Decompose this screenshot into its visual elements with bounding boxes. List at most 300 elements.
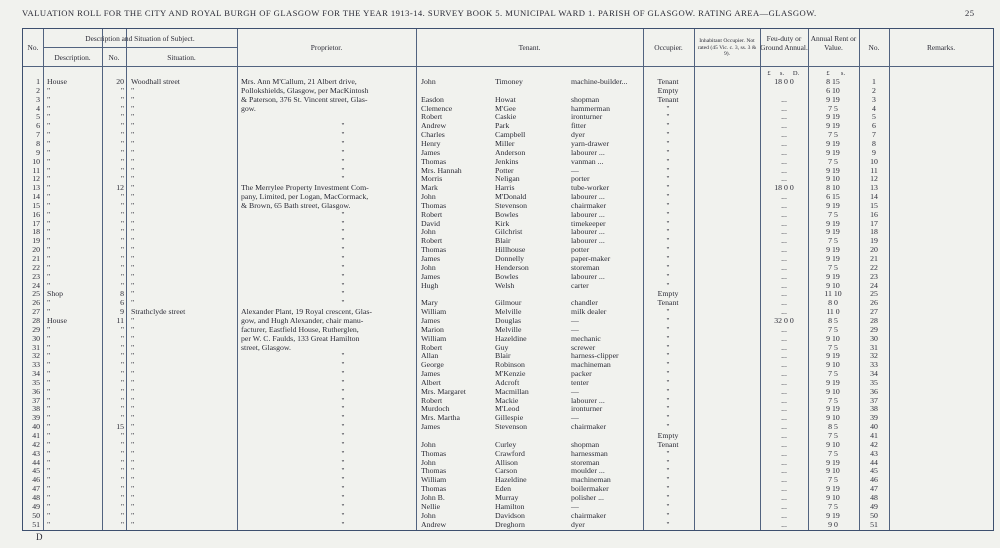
row-tenant-surname: Henderson (495, 262, 529, 272)
row-subject-number: " (120, 245, 124, 255)
row-tenant-trade: shopman (571, 94, 600, 104)
row-proprietor-ditto: " (341, 351, 345, 361)
row-number-right: 8 (872, 138, 876, 148)
row-number-right: 1 (872, 77, 876, 86)
row-occupier: " (666, 192, 670, 202)
row-number: 6 (36, 121, 40, 131)
row-subject-number: " (120, 484, 124, 494)
row-number: 34 (32, 369, 40, 379)
row-description: " (47, 395, 51, 405)
row-occupier: " (666, 183, 670, 193)
row-tenant-surname: Bowles (495, 271, 519, 281)
row-tenant-forename: Easdon (421, 94, 444, 104)
row-annual-value: 9 19 (826, 404, 840, 414)
rule-h (23, 66, 993, 67)
row-tenant-trade: chandler (571, 298, 598, 308)
row-subject-number: 11 (116, 315, 124, 325)
row-feu-duty: ... (781, 298, 787, 308)
row-number-right: 46 (870, 475, 878, 485)
row-situation: Woodhall street (131, 77, 180, 86)
row-number-right: 31 (870, 342, 878, 352)
row-proprietor-ditto: " (341, 254, 345, 263)
row-number: 48 (32, 492, 40, 502)
row-subject-number: 15 (116, 422, 124, 432)
row-situation: Strathclyde street (131, 307, 186, 317)
row-number-right: 19 (870, 236, 878, 246)
row-subject-number: " (120, 94, 124, 104)
row-number-right: 47 (870, 484, 878, 494)
row-tenant-trade: chairmaker (571, 510, 607, 520)
row-tenant-forename: Thomas (421, 448, 447, 458)
row-subject-number: 9 (120, 307, 124, 317)
row-number: 27 (32, 307, 40, 317)
row-situation: " (131, 236, 135, 246)
row-number: 33 (32, 360, 40, 370)
row-annual-value: 7 5 (828, 342, 838, 352)
row-tenant-trade: milk dealer (571, 307, 607, 317)
row-subject-number: " (120, 156, 124, 166)
row-number: 14 (32, 192, 40, 202)
row-feu-duty: ... (781, 360, 787, 370)
row-tenant-surname: Donnelly (495, 254, 525, 263)
row-occupier: " (666, 333, 670, 343)
row-situation: " (131, 271, 135, 281)
row-tenant-trade: machineman (571, 475, 611, 485)
row-situation: " (131, 439, 135, 449)
row-description: " (47, 510, 51, 520)
row-proprietor-ditto: " (341, 484, 345, 494)
row-number-right: 4 (872, 103, 876, 113)
row-subject-number: 12 (116, 183, 124, 193)
row-number-right: 42 (870, 439, 878, 449)
row-tenant-trade: harness-clipper (571, 351, 619, 361)
row-tenant-surname (495, 289, 569, 298)
row-tenant-surname: Blair (495, 236, 511, 246)
row-tenant-forename: James (421, 147, 441, 157)
row-feu-duty: ... (781, 492, 787, 502)
row-tenant-surname: Carson (495, 466, 518, 476)
proprietor-line: & Paterson, 376 St. Vincent street, Glas- (241, 94, 368, 104)
roll-title: VALUATION ROLL FOR THE CITY AND ROYAL BURGH OF GLASGOW FOR THE YEAR 1913-14. SURVEY BOOK 5. MUNICIPAL WARD 1. PARISH OF GLASGOW. RATING AREA—GLASGOW. (22, 8, 817, 18)
row-tenant-surname: Jenkins (495, 156, 519, 166)
row-tenant-surname: Gilmour (495, 298, 522, 308)
row-occupier: " (666, 492, 670, 502)
row-occupier: Empty (657, 431, 679, 440)
col-feu-duty: Feu-duty or Ground Annual. (760, 34, 808, 52)
page-header (0, 8, 1000, 22)
row-tenant-surname: M'Donald (495, 192, 527, 202)
row-description: House (47, 77, 67, 86)
row-occupier: " (666, 369, 670, 379)
row-occupier: " (666, 280, 670, 290)
row-number-right: 32 (870, 351, 878, 361)
row-tenant-trade: — (571, 501, 579, 511)
row-occupier: " (666, 227, 670, 237)
row-proprietor-ditto: " (341, 245, 345, 255)
proprietor-line: & Brown, 65 Bath street, Glasgow. (241, 200, 351, 210)
row-annual-value: 9 19 (826, 218, 840, 228)
row-occupier: Empty (657, 289, 679, 299)
row-tenant-forename: Thomas (421, 156, 447, 166)
proprietor-line: per W. C. Faulds, 133 Great Hamilton (241, 333, 360, 343)
row-feu-duty: ... (781, 130, 787, 140)
row-subject-number: 8 (120, 289, 124, 299)
row-tenant-surname: Dreghorn (495, 519, 525, 529)
row-feu-duty: ... (781, 422, 787, 432)
row-subject-number: " (120, 192, 124, 202)
row-proprietor-ditto: " (341, 360, 345, 370)
rule-v (889, 29, 890, 530)
row-subject-number: " (120, 262, 124, 272)
row-subject-number: 20 (116, 77, 124, 86)
row-proprietor-ditto: " (341, 386, 345, 396)
row-situation: " (131, 138, 135, 148)
row-situation: " (131, 209, 135, 219)
row-proprietor-ditto: " (341, 422, 345, 432)
row-tenant-trade (571, 289, 643, 298)
row-tenant-trade: potter (571, 245, 590, 255)
row-situation: " (131, 289, 135, 299)
row-tenant-trade: ironturner (571, 404, 603, 414)
row-feu-duty: ... (781, 103, 787, 113)
row-description: " (47, 351, 51, 361)
row-feu-duty: ... (781, 245, 787, 255)
row-description: " (47, 236, 51, 246)
row-annual-value: 9 19 (826, 484, 840, 494)
row-annual-value: 9 19 (826, 245, 840, 255)
row-occupier: " (666, 174, 670, 184)
row-number: 47 (32, 484, 40, 494)
row-tenant-surname: Eden (495, 484, 512, 494)
row-situation: " (131, 333, 135, 343)
row-feu-duty: ... (781, 262, 787, 272)
row-occupier: " (666, 262, 670, 272)
col-subject-no: No. (108, 53, 120, 62)
row-annual-value: 9 19 (826, 147, 840, 157)
row-description: " (47, 360, 51, 370)
row-situation: " (131, 395, 135, 405)
row-annual-value: 9 19 (826, 112, 840, 122)
row-number-right: 12 (870, 174, 878, 184)
row-number-right: 15 (870, 200, 878, 210)
row-occupier: " (666, 315, 670, 325)
row-number: 2 (36, 85, 40, 95)
row-number-right: 14 (870, 192, 878, 202)
row-subject-number: " (120, 510, 124, 520)
currency-shillings: s. (779, 70, 785, 77)
row-occupier: " (666, 209, 670, 219)
row-occupier: " (666, 236, 670, 246)
row-tenant-forename (421, 289, 491, 298)
currency-pounds: £ (767, 70, 771, 77)
page-number: 25 (965, 8, 975, 18)
row-proprietor-ditto: " (341, 298, 345, 308)
row-feu-duty: ... (781, 324, 787, 334)
col-description: Description. (54, 53, 91, 62)
row-tenant-surname: M'Leod (495, 404, 520, 414)
row-situation: " (131, 351, 135, 361)
row-tenant-trade: labourer ... (571, 192, 605, 202)
row-feu-duty: ... (781, 289, 787, 299)
row-tenant-surname: Hillhouse (495, 245, 526, 255)
row-tenant-forename: William (421, 307, 447, 317)
row-annual-value: 9 10 (826, 466, 840, 476)
row-situation: " (131, 484, 135, 494)
row-tenant-forename: Robert (421, 395, 443, 405)
row-tenant-forename: John (421, 192, 436, 202)
row-number-right: 20 (870, 245, 878, 255)
row-tenant-surname: Timoney (495, 77, 523, 86)
row-description: " (47, 271, 51, 281)
row-annual-value: 8 15 (826, 77, 840, 86)
row-subject-number: " (120, 280, 124, 290)
row-tenant-surname: Curley (495, 439, 517, 449)
row-tenant-trade: tube-worker (571, 183, 610, 193)
row-feu-duty (763, 86, 805, 95)
row-tenant-trade: labourer ... (571, 147, 605, 157)
row-description: " (47, 138, 51, 148)
rule-v (859, 29, 860, 530)
row-number: 28 (32, 315, 40, 325)
row-occupier: Tenant (657, 94, 679, 104)
row-number: 40 (32, 422, 40, 432)
row-occupier: " (666, 501, 670, 511)
row-annual-value: 9 19 (826, 165, 840, 175)
row-number: 15 (32, 200, 40, 210)
folio-letter: D (36, 532, 43, 542)
row-number-right: 17 (870, 218, 878, 228)
row-tenant-trade: chairmaker (571, 200, 607, 210)
row-description: " (47, 147, 51, 157)
row-annual-value: 9 19 (826, 457, 840, 467)
row-tenant-trade: machineman (571, 360, 611, 370)
row-subject-number: " (120, 112, 124, 122)
row-occupier: " (666, 138, 670, 148)
row-annual-value: 9 19 (826, 510, 840, 520)
rule-v (643, 29, 644, 530)
row-tenant-forename: John B. (421, 492, 445, 502)
rule-v (416, 29, 417, 530)
row-tenant-trade: labourer ... (571, 227, 605, 237)
row-tenant-trade: ironturner (571, 112, 603, 122)
row-subject-number: " (120, 492, 124, 502)
row-situation: " (131, 156, 135, 166)
row-tenant-forename: William (421, 475, 447, 485)
row-occupier: " (666, 404, 670, 414)
row-description: " (47, 333, 51, 343)
row-situation: " (131, 519, 135, 529)
row-number: 12 (32, 174, 40, 184)
row-description: " (47, 439, 51, 449)
row-annual-value: 9 19 (826, 254, 840, 263)
row-occupier: " (666, 218, 670, 228)
row-number: 7 (36, 130, 40, 140)
row-description: " (47, 209, 51, 219)
row-feu-duty: ... (781, 94, 787, 104)
row-tenant-surname: Anderson (495, 147, 526, 157)
row-tenant-surname: Douglas (495, 315, 521, 325)
row-description: " (47, 377, 51, 387)
row-proprietor-ditto: " (341, 466, 345, 476)
row-number-right: 36 (870, 386, 878, 396)
row-tenant-surname: Gilchrist (495, 227, 523, 237)
row-tenant-forename: Hugh (421, 280, 439, 290)
row-subject-number: " (120, 324, 124, 334)
row-annual-value: 9 19 (826, 121, 840, 131)
row-tenant-surname: Robinson (495, 360, 525, 370)
row-occupier: " (666, 121, 670, 131)
row-feu-duty: ... (781, 510, 787, 520)
row-subject-number: 6 (120, 298, 124, 308)
row-annual-value: 7 5 (828, 324, 838, 334)
row-tenant-surname (495, 431, 569, 440)
row-annual-value: 7 5 (828, 156, 838, 166)
row-tenant-trade: harnessman (571, 448, 608, 458)
row-description: " (47, 165, 51, 175)
row-number-right: 43 (870, 448, 878, 458)
row-situation: " (131, 174, 135, 184)
row-number: 46 (32, 475, 40, 485)
row-tenant-surname: Crawford (495, 448, 525, 458)
row-feu-duty: ... (781, 475, 787, 485)
row-feu-duty: ... (781, 280, 787, 290)
row-tenant-trade: storeman (571, 457, 600, 467)
row-feu-duty: ... (781, 439, 787, 449)
row-tenant-surname: Blair (495, 351, 511, 361)
row-subject-number: " (120, 85, 124, 95)
row-tenant-trade: yarn-drawer (571, 138, 610, 148)
row-annual-value: 9 19 (826, 200, 840, 210)
row-number: 9 (36, 147, 40, 157)
row-annual-value: 9 10 (826, 439, 840, 449)
row-tenant-surname: Mackie (495, 395, 519, 405)
row-tenant-surname: Gillespie (495, 413, 524, 423)
row-proprietor-ditto: " (341, 377, 345, 387)
row-feu-duty: ... (781, 369, 787, 379)
row-feu-duty: ... (781, 307, 787, 317)
row-occupier: " (666, 156, 670, 166)
row-subject-number: " (120, 431, 124, 440)
row-number: 24 (32, 280, 40, 290)
row-number: 26 (32, 298, 40, 308)
row-subject-number: " (120, 174, 124, 184)
row-number-right: 45 (870, 466, 878, 476)
row-subject-number: " (120, 351, 124, 361)
row-situation: " (131, 94, 135, 104)
row-number: 29 (32, 324, 40, 334)
row-situation: " (131, 466, 135, 476)
row-tenant-surname: Neligan (495, 174, 520, 184)
row-tenant-surname: Stevenson (495, 200, 528, 210)
row-number-right: 41 (870, 431, 878, 440)
row-description: " (47, 404, 51, 414)
row-occupier: " (666, 466, 670, 476)
row-feu-duty: ... (781, 254, 787, 263)
row-tenant-trade: labourer ... (571, 395, 605, 405)
row-feu-duty: ... (781, 448, 787, 458)
row-subject-number: " (120, 271, 124, 281)
row-number: 22 (32, 262, 40, 272)
row-annual-value: 7 5 (828, 431, 838, 440)
row-situation: " (131, 227, 135, 237)
row-tenant-trade: — (571, 413, 579, 423)
row-proprietor-ditto: " (341, 492, 345, 502)
row-feu-duty: ... (781, 227, 787, 237)
row-annual-value: 9 10 (826, 280, 840, 290)
row-feu-duty: ... (781, 457, 787, 467)
row-description: " (47, 174, 51, 184)
row-description: " (47, 227, 51, 237)
row-tenant-surname: Guy (495, 342, 509, 352)
row-number: 41 (32, 431, 40, 440)
row-tenant-trade: chairmaker (571, 422, 607, 432)
row-number: 8 (36, 138, 40, 148)
row-subject-number: " (120, 121, 124, 131)
proprietor-line: Mrs. Ann M'Callum, 21 Albert drive, (241, 77, 357, 86)
row-subject-number: " (120, 457, 124, 467)
row-subject-number: " (120, 501, 124, 511)
row-feu-duty: ... (781, 147, 787, 157)
row-proprietor-ditto: " (341, 121, 345, 131)
row-tenant-forename: Thomas (421, 484, 447, 494)
row-proprietor-ditto: " (341, 236, 345, 246)
row-proprietor-ditto: " (341, 475, 345, 485)
row-description: " (47, 386, 51, 396)
row-tenant-forename: John (421, 227, 436, 237)
row-feu-duty: ... (781, 351, 787, 361)
row-number-right: 25 (870, 289, 878, 299)
row-annual-value: 7 5 (828, 262, 838, 272)
row-description: " (47, 200, 51, 210)
row-tenant-forename: Robert (421, 236, 443, 246)
row-number-right: 10 (870, 156, 878, 166)
row-number: 10 (32, 156, 40, 166)
row-tenant-trade: porter (571, 174, 590, 184)
row-tenant-forename: James (421, 271, 441, 281)
row-situation: " (131, 324, 135, 334)
row-occupier: " (666, 324, 670, 334)
row-tenant-surname: Potter (495, 165, 514, 175)
row-tenant-forename: Mark (421, 183, 438, 193)
col-occupier: Occupier. (654, 43, 683, 52)
col-remarks: Remarks. (926, 43, 956, 52)
row-feu-duty: ... (781, 413, 787, 423)
row-situation: " (131, 130, 135, 140)
row-description: " (47, 218, 51, 228)
row-situation: " (131, 200, 135, 210)
col-no-right: No. (868, 43, 880, 52)
row-occupier: Tenant (657, 439, 679, 449)
row-annual-value: 9 19 (826, 271, 840, 281)
row-subject-number: " (120, 236, 124, 246)
row-tenant-forename: Morris (421, 174, 443, 184)
row-number-right: 2 (872, 85, 876, 95)
row-number: 21 (32, 254, 40, 263)
row-tenant-surname (495, 86, 569, 95)
row-subject-number: " (120, 466, 124, 476)
row-tenant-forename: Albert (421, 377, 441, 387)
row-tenant-trade: — (571, 315, 579, 325)
row-number-right: 28 (870, 315, 878, 325)
row-feu-duty: ... (781, 271, 787, 281)
row-number-right: 29 (870, 324, 878, 334)
row-tenant-trade (571, 86, 643, 95)
row-description: " (47, 121, 51, 131)
row-number: 35 (32, 377, 40, 387)
row-proprietor-ditto: " (341, 271, 345, 281)
row-annual-value: 9 19 (826, 138, 840, 148)
row-situation: " (131, 315, 135, 325)
